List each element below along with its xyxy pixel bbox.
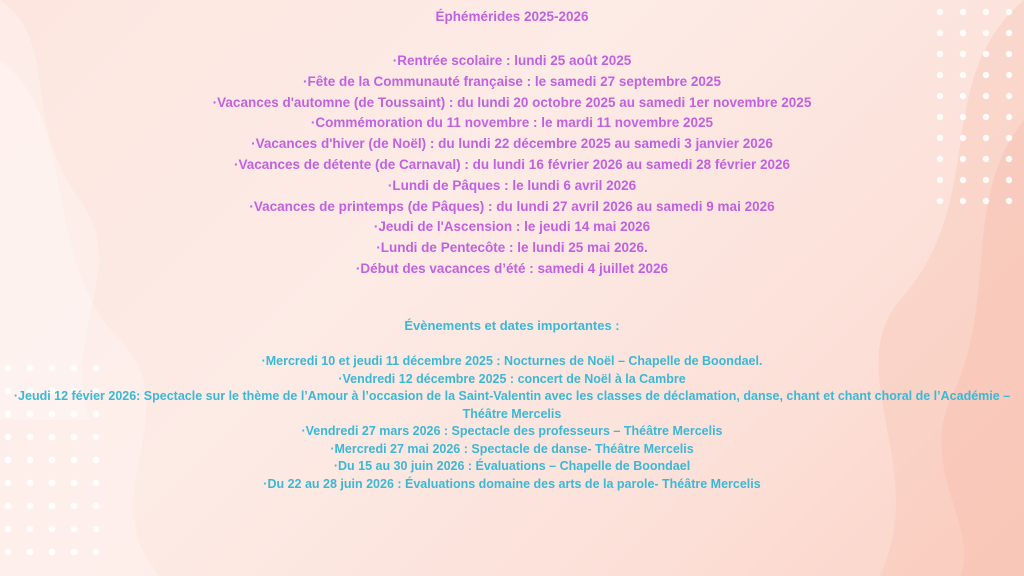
- list-item: ·Jeudi 12 févier 2026: Spectacle sur le thème de l’Amour à l’occasion de la Saint-Valentin avec les classes de déclamation, danse, chant et chant choral de l’Académie – Théâtre Mercelis: [13, 389, 1011, 421]
- list-item: ·Jeudi de l'Ascension : le jeudi 14 mai 2026: [373, 219, 651, 235]
- section-title-ephemerides: Éphémérides 2025-2026: [435, 9, 589, 24]
- list-item: ·Vendredi 27 mars 2026 : Spectacle des professeurs – Théâtre Mercelis: [301, 424, 723, 438]
- list-item: ·Vacances de printemps (de Pâques) : du lundi 27 avril 2026 au samedi 9 mai 2026: [249, 198, 775, 214]
- list-item: ·Début des vacances d’été : samedi 4 juillet 2026: [355, 260, 669, 276]
- section-title-evenements: Évènements et dates importantes :: [404, 318, 620, 333]
- list-item: ·Mercredi 27 mai 2026 : Spectacle de danse- Théâtre Mercelis: [330, 441, 694, 456]
- list-item: ·Lundi de Pâques : le lundi 6 avril 2026: [387, 177, 637, 193]
- list-item: ·Vendredi 12 décembre 2025 : concert de Noël à la Cambre: [338, 371, 686, 386]
- list-item: ·Rentrée scolaire : lundi 25 août 2025: [392, 53, 632, 68]
- list-item: ·Lundi de Pentecôte : le lundi 25 mai 2026.: [376, 240, 648, 256]
- evenements-list: [0, 353, 1024, 493]
- list-item: ·Vacances d'automne (de Toussaint) : du lundi 20 octobre 2025 au samedi 1er novembre 2025: [212, 94, 812, 110]
- list-item: ·Vacances de détente (de Carnaval) : du lundi 16 février 2026 au samedi 28 février 2026: [233, 156, 790, 172]
- list-item: ·Commémoration du 11 novembre : le mardi 11 novembre 2025: [310, 115, 714, 131]
- ephemerides-list: [0, 51, 1024, 280]
- list-item: ·Fête de la Communauté française : le samedi 27 septembre 2025: [303, 73, 721, 89]
- list-item: ·Du 22 au 28 juin 2026 : Évaluations domaine des arts de la parole- Théâtre Mercelis: [263, 476, 761, 491]
- list-item: ·Vacances d'hiver (de Noël) : du lundi 22 décembre 2025 au samedi 3 janvier 2026: [251, 136, 773, 152]
- list-item: ·Mercredi 10 et jeudi 11 décembre 2025 : Nocturnes de Noël – Chapelle de Boondael.: [261, 354, 763, 368]
- list-item: ·Du 15 au 30 juin 2026 : Évaluations – Chapelle de Boondael: [333, 459, 691, 473]
